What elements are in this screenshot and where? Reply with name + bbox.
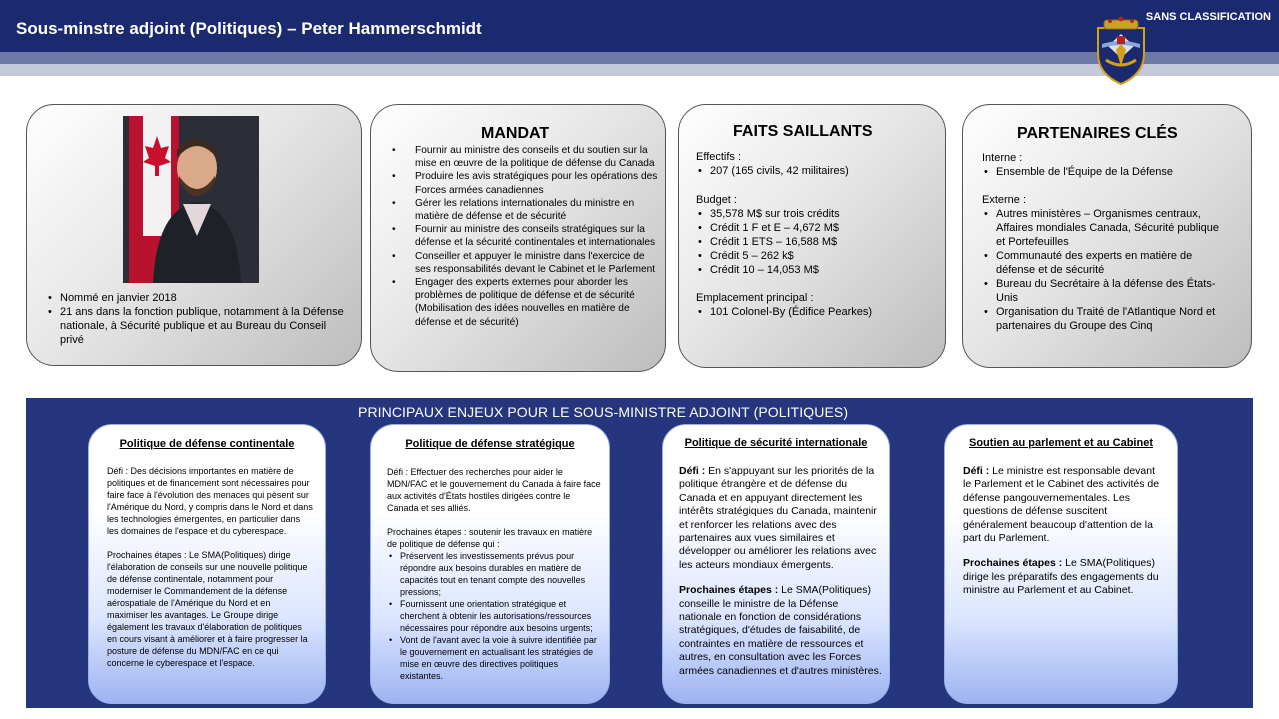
interne-list [982, 165, 1226, 179]
budget-label: Budget [696, 194, 731, 206]
portrait-photo [123, 116, 259, 283]
externe-label: Externe [982, 194, 1020, 206]
caf-crest-logo [1090, 14, 1152, 86]
issue-etapes-label: Prochaines étapes : [679, 584, 779, 597]
mandat-item: • Fournir au ministre des conseils et du soutien sur la mise en œuvre de la politique de défense du Canada [390, 144, 660, 170]
externe-item: • Communauté des experts en matière de défense et de sécurité [982, 249, 1226, 277]
issue-title: Politique de défense continentale [119, 438, 295, 450]
issue-etapes: Le SMA(Politiques) dirige les préparatifs des engagements du ministre au Parlement et au Cabinet. [963, 557, 1159, 597]
budget-item: • Crédit 5 – 262 k$ [696, 249, 936, 263]
externe-item: • Bureau du Secrétaire à la défense des États-Unis [982, 277, 1226, 305]
issue-card-internationale [662, 424, 890, 704]
issue-card-continentale [88, 424, 326, 704]
issue-etapes-label: Prochaines étapes : [963, 557, 1063, 570]
issue-title: Soutien au parlement et au Cabinet [969, 437, 1153, 449]
issue-card-parlement [944, 424, 1178, 704]
issue-etapes-intro: Prochaines étapes : soutenir les travaux en matière de politique de défense qui : [387, 527, 593, 549]
issue-etape-item: • Vont de l'avant avec la voie à suivre identifiée par le gouvernement en actualisant les stratégies de mise en œuvre des directives politiques existantes. [389, 634, 601, 682]
interne-label: Interne [982, 152, 1017, 164]
emplacement-list [696, 305, 936, 319]
issue-body [107, 465, 313, 681]
issue-etapes: Le SMA(Politiques) conseille le ministre de la Défense nationale en fonction de considérations stratégiques, d'études de faisabilité, de contraintes en matière de ressources et autres, en consultation avec les Forces armées canadiennes et d'autres ministères. [679, 584, 882, 677]
mandat-item: • Engager des experts externes pour aborder les problèmes de politique de défense et de sécurité (Mobilisation des idées nouvelles en matière de défense et de sécurité) [390, 276, 660, 329]
mandat-title: MANDAT [481, 125, 550, 142]
issue-defi-label: Défi : [679, 465, 706, 477]
issue-etapes: Prochaines étapes : Le SMA(Politiques) dirige l'élaboration de conseils sur une nouvelle politique de défense continentale, notamment pour moderniser le Commandement de la défense aérospatiale de l'Amérique du Nord et en maximiser les avantages. Le Groupe dirige également les travaux d'élaboration de politiques en cours visant à améliorer et à faire progresser la posture de défense du MDN/FAC en ce qui concerne le cyberespace et l'espace. [107, 550, 308, 668]
issue-defi-label: Défi : [963, 465, 990, 477]
issue-defi: Défi : Effectuer des recherches pour aider le MDN/FAC et le gouvernement du Canada à faire face aux activités d'États hostiles dirigées contre le Canada et ses alliés. [387, 467, 601, 513]
partenaires-content: Interne : • Ensemble de l'Équipe de la Défense Externe : • Autres ministères – Organismes centraux, Affaires mondiales Canada, Sécurité publique et Portefeuilles • Communauté des experts en matière de défense et de sécurité • Bureau du Secrétaire à la défense des États-Unis • Organisation du Traité de l'Atlantique Nord et partenaires du Groupe des Cinq [982, 151, 1226, 333]
portrait-image [123, 116, 259, 283]
externe-item: • Autres ministères – Organismes centraux, Affaires mondiales Canada, Sécurité publique et Portefeuilles [982, 207, 1226, 249]
classification-label: SANS CLASSIFICATION [1145, 11, 1271, 23]
externe-item: • Organisation du Traité de l'Atlantique Nord et partenaires du Groupe des Cinq [982, 305, 1226, 333]
mandat-item: • Conseiller et appuyer le ministre dans l'exercice de ses responsabilités devant le Cabinet et le Parlement [390, 250, 660, 276]
budget-item: • Crédit 1 F et E – 4,672 M$ [696, 221, 936, 235]
budget-item: • Crédit 10 – 14,053 M$ [696, 263, 936, 277]
issue-etape-item: • Fournissent une orientation stratégique et cherchent à obtenir les autorisations/ressources nécessaires pour répondre aux besoins urgents; [389, 598, 601, 634]
budget-list [696, 207, 936, 277]
header-stripe [0, 52, 1279, 64]
issue-body [679, 465, 883, 690]
issue-title: Politique de défense stratégique [405, 438, 575, 450]
faits-content: Effectifs : • 207 (165 civils, 42 militaires) Budget : • 35,578 M$ sur trois crédits • Crédit 1 F et E – 4,672 M$ • Crédit 1 ETS – 16,588 M$ • Crédit 5 – 262 k$ • Crédit 10 – 14,053 M$ Emplacement principal : • 101 Colonel-By (Édifice Pearkes) [696, 150, 936, 319]
effectifs-label: Effectifs [696, 151, 735, 163]
partenaires-title: PARTENAIRES CLÉS [1017, 125, 1178, 142]
issue-title: Politique de sécurité internationale [684, 437, 868, 449]
externe-list [982, 207, 1226, 333]
issue-etapes-list [389, 550, 601, 682]
issue-defi: Le ministre est responsable devant le Parlement et le Cabinet des activités de défense pangouvernementales. Les questions de défense suscitent généralement beaucoup d'attention de la part du Parlement. [963, 465, 1160, 545]
bio-item: • Nommé en janvier 2018 [46, 291, 346, 305]
mandat-item: • Produire les avis stratégiques pour les opérations des Forces armées canadiennes [390, 170, 660, 196]
issue-etape-item: • Préservent les investissements prévus pour répondre aux besoins durables en matière de capacités tout en tenant compte des nouvelles pressions; [389, 550, 601, 598]
bio-list [46, 291, 346, 347]
header-stripe-light [0, 64, 1279, 76]
bio-item: • 21 ans dans la fonction publique, notamment à la Défense nationale, à Sécurité publique et au Bureau du Conseil privé [46, 305, 346, 347]
page-title: Sous-minstre adjoint (Politiques) – Peter Hammerschmidt [16, 19, 482, 38]
issue-body [387, 466, 601, 682]
interne-item: • Ensemble de l'Équipe de la Défense [982, 165, 1226, 179]
issue-defi: En s'appuyant sur les priorités de la politique étrangère et de défense du Canada et en appuyant directement les intérêts stratégiques du Canada, maintenir et renforcer les relations avec des partenaires aux vues similaires et développer ou améliorer les relations avec les acteurs mondiaux émergents. [679, 465, 877, 571]
emplacement-item: • 101 Colonel-By (Édifice Pearkes) [696, 305, 936, 319]
emplacement-label: Emplacement principal [696, 292, 808, 304]
issue-defi: Défi : Des décisions importantes en matière de politiques et de financement sont nécessaires pour faire face à l'évolution des menaces qui pèsent sur l'Amérique du Nord, y compris dans le Nord et dans les technologies émergentes, en particulier dans les domaines de l'espace et du cyberespace. [107, 466, 313, 536]
faits-title: FAITS SAILLANTS [733, 123, 873, 140]
mandat-item: • Fournir au ministre des conseils stratégiques sur la défense et la sécurité continentales et internationales [390, 223, 660, 249]
effectifs-item: • 207 (165 civils, 42 militaires) [696, 164, 936, 178]
effectifs-list [696, 164, 936, 178]
budget-item: • Crédit 1 ETS – 16,588 M$ [696, 235, 936, 249]
enjeux-title: PRINCIPAUX ENJEUX POUR LE SOUS-MINISTRE ADJOINT (POLITIQUES) [358, 404, 849, 420]
mandat-list [390, 144, 660, 329]
issue-card-strategique [370, 424, 610, 704]
issue-body [963, 465, 1163, 610]
budget-item: • 35,578 M$ sur trois crédits [696, 207, 936, 221]
mandat-item: • Gérer les relations internationales du ministre en matière de défense et de sécurité [390, 197, 660, 223]
